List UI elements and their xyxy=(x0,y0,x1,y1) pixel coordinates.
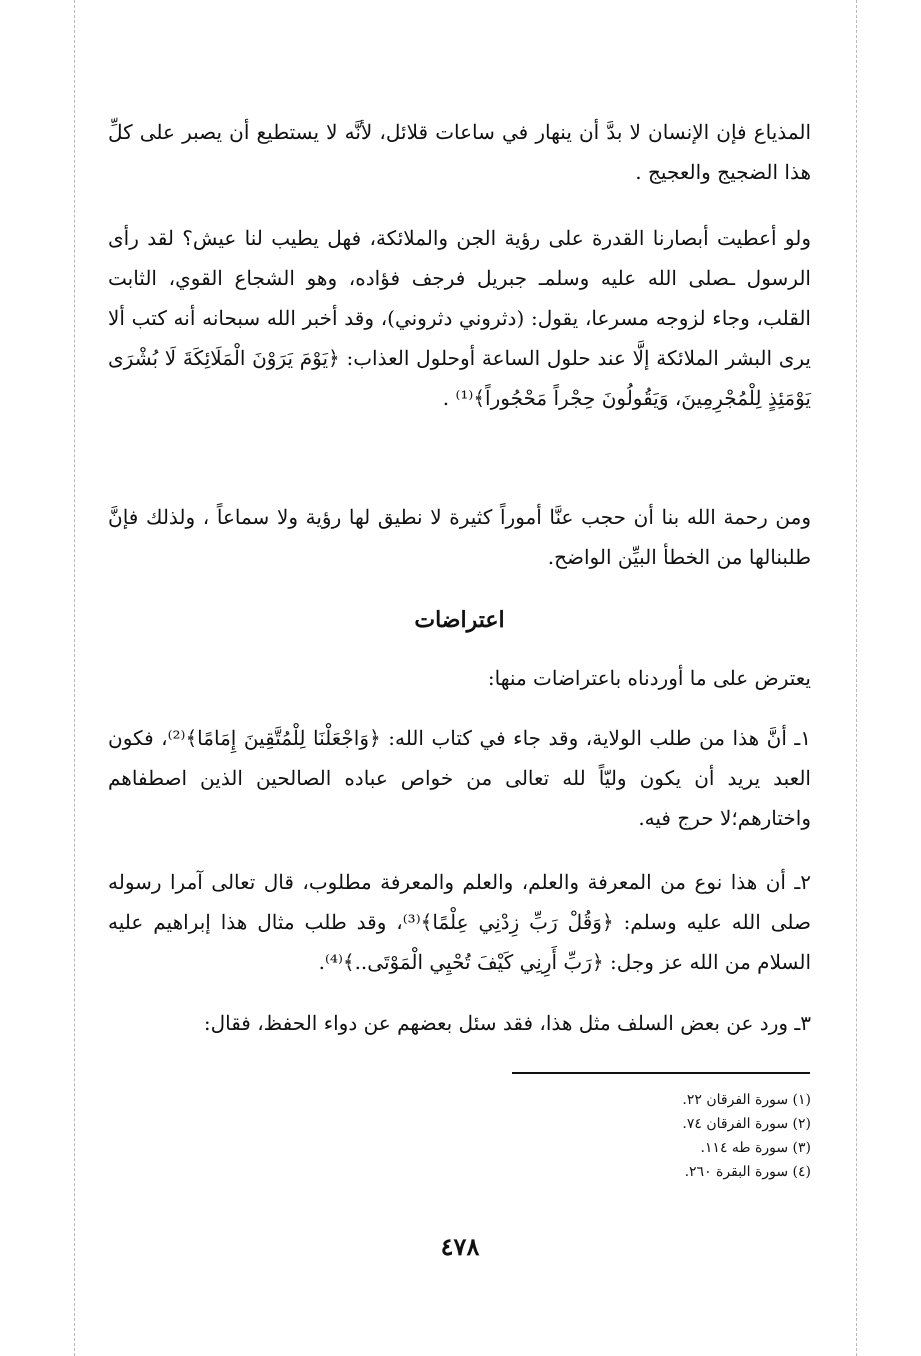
paragraph-3: ومن رحمة الله بنا أن حجب عنَّا أموراً كثيرة لا نطيق لها رؤية ولا سماعاً ، ولذلك فإنَّ طلبنالها من الخطأ البيِّن الواضح. xyxy=(108,505,811,569)
scan-margin-line-right xyxy=(856,0,857,1356)
footnote-divider xyxy=(512,1072,810,1074)
page-number: ٤٧٨ xyxy=(440,1232,480,1261)
objection-1: ١ـ أنَّ هذا من طلب الولاية، وقد جاء في كتاب الله: ﴿وَاجْعَلْنَا لِلْمُتَّقِينَ إِمَامًا﴾⁽²⁾، فكون العبد يريد أن يكون وليّاً لله تعالى من خواص عباده الصالحين الذين اصطفاهم واختارهم؛لا حرج فيه. xyxy=(108,726,811,830)
objections-intro: يعترض على ما أوردناه باعتراضات منها: xyxy=(487,666,811,690)
footnote-4: (٤) سورة البقرة ٢٦٠. xyxy=(684,1164,811,1180)
objection-3: ٣ـ ورد عن بعض السلف مثل هذا، فقد سئل بعضهم عن دواء الحفظ، فقال: xyxy=(203,1011,811,1035)
objection-2: ٢ـ أن هذا نوع من المعرفة والعلم، والعلم والمعرفة مطلوب، قال تعالى آمرا رسوله صلى الله عليه وسلم: ﴿وَقُلْ رَبِّ زِدْنِي عِلْمًا﴾⁽³⁾، وقد طلب مثال هذا إبراهيم عليه السلام من الله عز وجل: ﴿رَبِّ أَرِنِي كَيْفَ تُحْيِي الْمَوْتَى..﴾⁽⁴⁾. xyxy=(108,870,811,974)
footnote-2: (٢) سورة الفرقان ٧٤. xyxy=(682,1116,811,1132)
scan-margin-line-left xyxy=(74,0,75,1356)
section-heading: اعتراضات xyxy=(414,607,505,633)
footnote-1: (١) سورة الفرقان ٢٢. xyxy=(682,1092,811,1108)
footnotes xyxy=(520,1088,811,1184)
paragraph-1: المذياع فإن الإنسان لا بدَّ أن ينهار في ساعات قلائل، لأنَّه لا يستطيع أن يصبر على كلِّ هذا الضجيج والعجيج . xyxy=(108,120,811,184)
footnote-3: (٣) سورة طه ١١٤. xyxy=(700,1140,811,1156)
paragraph-2: ولو أعطيت أبصارنا القدرة على رؤية الجن والملائكة، فهل يطيب لنا عيش؟ لقد رأى الرسول ـصلى الله عليه وسلمـ جبريل فرجف فؤاده، وهو الشجاع القوي، الثابت القلب، وجاء لزوجه مسرعا، يقول: (دثروني دثروني)، وقد أخبر الله سبحانه أنه كتب ألا يرى البشر الملائكة إلَّا عند حلول الساعة أوحلول العذاب: ﴿يَوْمَ يَرَوْنَ الْمَلَائِكَةَ لَا بُشْرَى يَوْمَئِذٍ لِلْمُجْرِمِينَ، وَيَقُولُونَ حِجْراً مَحْجُوراً﴾⁽¹⁾ . xyxy=(108,226,811,410)
